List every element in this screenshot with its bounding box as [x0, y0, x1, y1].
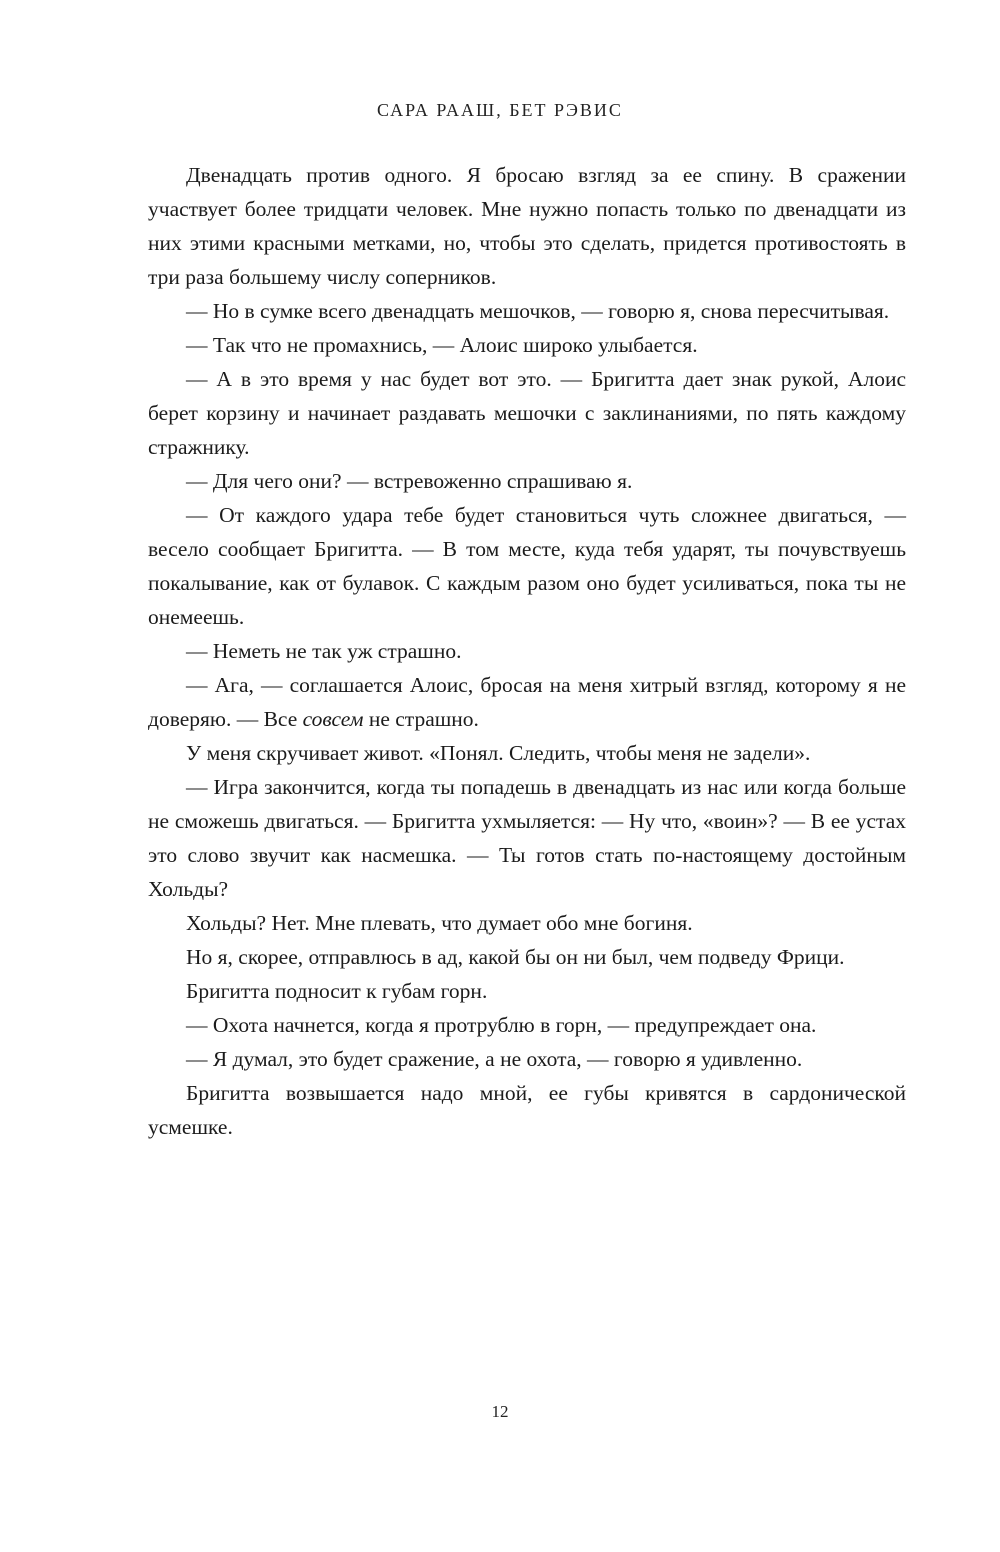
paragraph	[148, 906, 906, 940]
text-segment: — От каждого удара тебе будет становиться чуть сложнее двигаться, — весело сообщает Бригитта. — В том месте, куда тебя ударят, ты почувствуешь покалывание, как от булавок. С каждым разом оно будет усиливаться, пока ты не онемеешь.	[148, 503, 906, 629]
italic-text: совсем	[302, 707, 364, 731]
paragraph	[148, 1042, 906, 1076]
text-segment: У меня скручивает живот. «Понял. Следить, чтобы меня не задели».	[186, 741, 811, 765]
paragraph	[148, 464, 906, 498]
text-segment: Двенадцать против одного. Я бросаю взгляд за ее спину. В сражении участвует более тридцати человек. Мне нужно попасть только по двенадцати из них этими красными метками, но, чтобы это сделать, придется противостоять в три раза большему числу соперников.	[148, 163, 906, 289]
paragraph	[148, 1076, 906, 1144]
page-number: 12	[491, 1402, 509, 1421]
paragraph	[148, 634, 906, 668]
text-segment: не страшно.	[363, 707, 479, 731]
running-head: САРА РААШ, БЕТ РЭВИС	[377, 100, 623, 120]
paragraph	[148, 498, 906, 634]
text-segment: — Ага, — соглашается Алоис, бросая на меня хитрый взгляд, которому я не доверяю. — Все	[148, 673, 906, 731]
paragraph	[148, 668, 906, 736]
paragraph	[148, 940, 906, 974]
text-segment: Хольды? Нет. Мне плевать, что думает обо мне богиня.	[186, 911, 693, 935]
paragraph	[148, 770, 906, 906]
text-segment: — Так что не промахнись, — Алоис широко улыбается.	[186, 333, 698, 357]
paragraph	[148, 736, 906, 770]
paragraph	[148, 328, 906, 362]
paragraph	[148, 974, 906, 1008]
text-segment: — Неметь не так уж страшно.	[186, 639, 462, 663]
paragraph	[148, 294, 906, 328]
text-segment: — Игра закончится, когда ты попадешь в двенадцать из нас или когда больше не сможешь двигаться. — Бригитта ухмыляется: — Ну что, «воин»? — В ее устах это слово звучит как насмешка. — Ты готов стать по-настоящему достойным Хольды?	[148, 775, 906, 901]
text-segment: Бригитта возвышается надо мной, ее губы кривятся в сардонической усмешке.	[148, 1081, 906, 1139]
text-segment: — Но в сумке всего двенадцать мешочков, — говорю я, снова пересчитывая.	[186, 299, 890, 323]
text-segment: — Для чего они? — встревоженно спрашиваю я.	[186, 469, 633, 493]
paragraph	[148, 362, 906, 464]
text-segment: Бригитта подносит к губам горн.	[186, 979, 488, 1003]
paragraph	[148, 158, 906, 294]
body-text	[148, 158, 906, 1144]
text-segment: — Я думал, это будет сражение, а не охота, — говорю я удивленно.	[186, 1047, 803, 1071]
text-segment: Но я, скорее, отправлюсь в ад, какой бы он ни был, чем подведу Фрици.	[186, 945, 845, 969]
text-segment: — Охота начнется, когда я протрублю в горн, — предупреждает она.	[186, 1013, 817, 1037]
text-segment: — А в это время у нас будет вот это. — Бригитта дает знак рукой, Алоис берет корзину и начинает раздавать мешочки с заклинаниями, по пять каждому стражнику.	[148, 367, 906, 459]
paragraph	[148, 1008, 906, 1042]
